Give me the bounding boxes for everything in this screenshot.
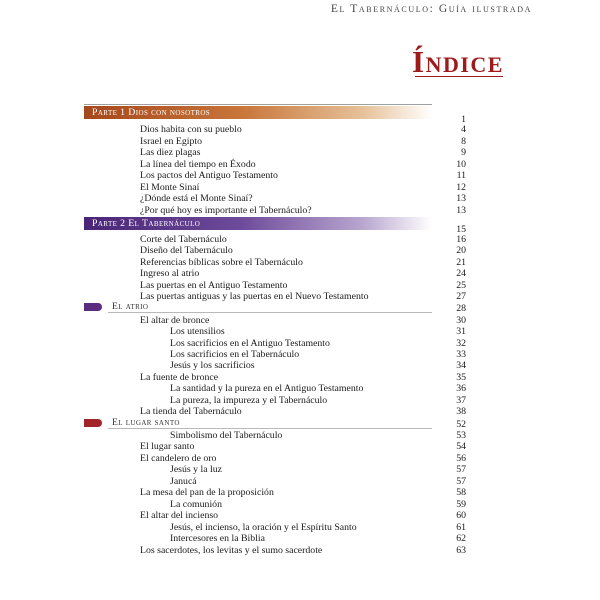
section-divider bbox=[108, 428, 432, 429]
toc-page: 21 bbox=[456, 257, 466, 268]
toc-page: 35 bbox=[456, 372, 466, 383]
part-2-banner bbox=[84, 217, 432, 230]
toc-entry: ¿Por qué hoy es importante el Tabernáculo? bbox=[140, 205, 312, 216]
section-lugar-santo-page: 52 bbox=[456, 419, 466, 430]
toc-subentry: Simbolismo del Tabernáculo bbox=[170, 430, 283, 441]
toc-subentry: La pureza, la impureza y el Tabernáculo bbox=[170, 395, 328, 406]
page-title: Índice bbox=[412, 44, 504, 79]
section-tab-lugar-santo bbox=[84, 419, 102, 427]
toc-page: 16 bbox=[456, 234, 466, 245]
toc-subentry: Jesús, el incienso, la oración y el Espíritu Santo bbox=[170, 522, 357, 533]
toc-page: 34 bbox=[456, 360, 466, 371]
toc-page: 56 bbox=[456, 453, 466, 464]
part-1-page: 1 bbox=[461, 114, 466, 125]
toc-page: 13 bbox=[456, 205, 466, 216]
part-2-label: Parte 2 El Tabernáculo bbox=[92, 218, 201, 229]
toc-page: 10 bbox=[456, 159, 466, 170]
part-1-label: Parte 1 Dios con nosotros bbox=[92, 107, 211, 118]
part-2-page: 15 bbox=[456, 224, 466, 235]
toc-page: 38 bbox=[456, 406, 466, 417]
toc-page: 4 bbox=[461, 124, 466, 135]
toc-subentry: Los sacrificios en el Tabernáculo bbox=[170, 349, 300, 360]
toc-entry: Las diez plagas bbox=[140, 147, 201, 158]
toc-subentry: Intercesores en la Biblia bbox=[170, 533, 265, 544]
toc-subentry: Janucá bbox=[170, 476, 197, 487]
toc-page: 63 bbox=[456, 545, 466, 556]
toc-subentry: La santidad y la pureza en el Antiguo Testamento bbox=[170, 383, 364, 394]
toc-entry: Los sacerdotes, los levitas y el sumo sacerdote bbox=[140, 545, 323, 556]
toc-page: 57 bbox=[456, 476, 466, 487]
toc-entry: Dios habita con su pueblo bbox=[140, 124, 242, 135]
top-divider bbox=[84, 104, 432, 105]
toc-page: 13 bbox=[456, 193, 466, 204]
toc-subentry: Los sacrificios en el Antiguo Testamento bbox=[170, 338, 330, 349]
toc-entry: Las puertas en el Antiguo Testamento bbox=[140, 280, 288, 291]
section-atrio-label: El atrio bbox=[112, 301, 149, 312]
toc-entry: El altar del incienso bbox=[140, 510, 219, 521]
toc-page: 12 bbox=[456, 182, 466, 193]
section-lugar-santo-label: El lugar santo bbox=[112, 417, 180, 428]
toc-page: 27 bbox=[456, 291, 466, 302]
toc-entry: ¿Dónde está el Monte Sinaí? bbox=[140, 193, 253, 204]
section-tab-atrio bbox=[84, 303, 102, 311]
toc-page: 36 bbox=[456, 383, 466, 394]
toc-subentry: Jesús y la luz bbox=[170, 464, 222, 475]
toc-entry: La mesa del pan de la proposición bbox=[140, 487, 274, 498]
toc-entry: La línea del tiempo en Éxodo bbox=[140, 159, 256, 170]
toc-page: 54 bbox=[456, 441, 466, 452]
toc-subentry: La comunión bbox=[170, 499, 222, 510]
toc-page: 33 bbox=[456, 349, 466, 360]
toc-entry: La fuente de bronce bbox=[140, 372, 219, 383]
toc-page: 60 bbox=[456, 510, 466, 521]
toc-entry: El candelero de oro bbox=[140, 453, 217, 464]
toc-page: 25 bbox=[456, 280, 466, 291]
toc-entry: Ingreso al atrio bbox=[140, 268, 200, 279]
toc-subentry: Jesús y los sacrificios bbox=[170, 360, 255, 371]
toc-page: 62 bbox=[456, 533, 466, 544]
title-underline bbox=[415, 76, 503, 77]
toc-page: 58 bbox=[456, 487, 466, 498]
toc-entry: La tienda del Tabernáculo bbox=[140, 406, 242, 417]
running-header: El Tabernáculo: Guía ilustrada bbox=[330, 3, 532, 15]
toc-page: 20 bbox=[456, 245, 466, 256]
toc-entry: Las puertas antiguas y las puertas en el Nuevo Testamento bbox=[140, 291, 369, 302]
toc-page: 57 bbox=[456, 464, 466, 475]
toc-page: 24 bbox=[456, 268, 466, 279]
toc-entry: Israel en Egipto bbox=[140, 136, 203, 147]
part-1-banner bbox=[84, 106, 432, 119]
toc-page: 11 bbox=[456, 170, 466, 181]
toc-page: 30 bbox=[456, 315, 466, 326]
toc-page: 9 bbox=[461, 147, 466, 158]
toc-subentry: Los utensilios bbox=[170, 326, 225, 337]
toc-entry: El Monte Sinaí bbox=[140, 182, 200, 193]
toc-page: 31 bbox=[456, 326, 466, 337]
toc-entry: Corte del Tabernáculo bbox=[140, 234, 227, 245]
section-atrio-page: 28 bbox=[456, 303, 466, 314]
toc-page: 8 bbox=[461, 136, 466, 147]
toc-entry: Los pactos del Antiguo Testamento bbox=[140, 170, 278, 181]
toc-entry: El lugar santo bbox=[140, 441, 195, 452]
toc-page: 61 bbox=[456, 522, 466, 533]
toc-entry: Diseño del Tabernáculo bbox=[140, 245, 233, 256]
toc-entry: El altar de bronce bbox=[140, 315, 210, 326]
toc-page: 53 bbox=[456, 430, 466, 441]
section-divider bbox=[108, 312, 432, 313]
toc-page: 37 bbox=[456, 395, 466, 406]
toc-page: 59 bbox=[456, 499, 466, 510]
toc-page: 32 bbox=[456, 338, 466, 349]
toc-entry: Referencias bíblicas sobre el Tabernáculo bbox=[140, 257, 303, 268]
